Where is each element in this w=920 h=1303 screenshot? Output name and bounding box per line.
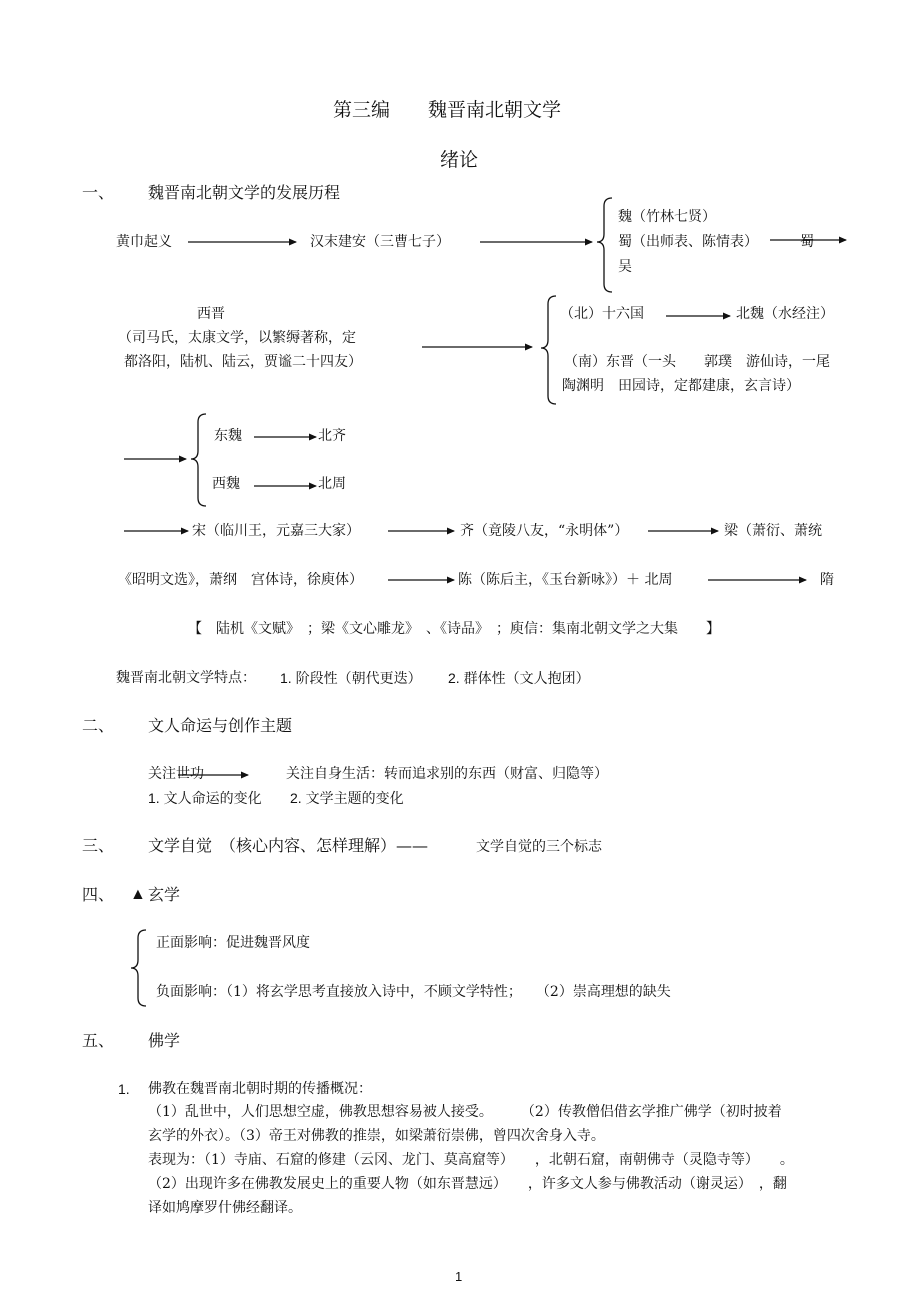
node-xijin-desc-1: （司马氏，太康文学，以繁缛著称，定 [118, 330, 356, 346]
node-beiqi: 北齐 [318, 428, 346, 444]
brace-east-west-wei [191, 414, 206, 506]
node-liang: 梁（萧衍、萧统 [724, 523, 822, 539]
section-2-heading: 文人命运与创作主题 [148, 716, 293, 735]
page-title: 第三编 魏晋南北朝文学 [333, 99, 562, 121]
section-3-heading: 文学自觉 （核心内容、怎样理解）—— [148, 836, 429, 855]
node-sixteen-kingdoms: （北）十六国 [560, 306, 644, 322]
node-liang-desc: 《昭明文选》，萧纲 宫体诗，徐庾体） [118, 572, 363, 588]
section-4-heading: 玄学 [148, 885, 181, 904]
page-subtitle: 绪论 [440, 149, 479, 171]
node-song: 宋（临川王，元嘉三大家） [192, 523, 360, 539]
node-jianan: 汉末建安（三曹七子） [310, 234, 450, 250]
features-label: 魏晋南北朝文学特点： [116, 670, 256, 686]
node-huangjin: 黄巾起义 [116, 234, 172, 250]
node-xiwei: 西魏 [212, 476, 240, 492]
triangle-icon: ▲ [130, 886, 146, 903]
feature-2: 2. 群体性（文人抱团） [448, 670, 590, 686]
brace-three-kingdoms [597, 198, 612, 292]
brace-north-south [541, 296, 556, 404]
section-5-number: 五、 [82, 1031, 115, 1050]
node-beiwei: 北魏（水经注） [736, 306, 834, 322]
focus-self-life: 关注自身生活：转而追求别的东西（财富、归隐等） [286, 766, 608, 782]
node-wei: 魏（竹林七贤） [618, 209, 716, 225]
section-4-number: 四、 [82, 885, 115, 904]
node-wu: 吴 [618, 259, 632, 275]
node-sui: 隋 [820, 572, 834, 588]
section-2-number: 二、 [82, 716, 115, 735]
buddhism-line-3: 玄学的外衣）。（3）帝王对佛教的推崇，如梁萧衍崇佛，曾四次舍身入寺。 [148, 1128, 605, 1144]
buddhism-line-4: 表现为：（1）寺庙、石窟的修建（云冈、龙门、莫高窟等） ，北朝石窟，南朝佛寺（灵隐寺等） 。 [148, 1152, 794, 1168]
brace-xuanxue [131, 930, 146, 1006]
works-note: 【 陆机《文赋》 ；梁《文心雕龙》 、《诗品》 ；庾信：集南北朝文学之大集 】 [188, 621, 720, 637]
change-2: 2. 文学主题的变化 [290, 790, 404, 806]
buddhism-line-1: 佛教在魏晋南北朝时期的传播概况： [148, 1081, 372, 1097]
change-1: 1. 文人命运的变化 [148, 790, 262, 806]
node-shu-next: 蜀 [800, 234, 814, 250]
node-dongwei: 东魏 [214, 428, 242, 444]
xuanxue-negative: 负面影响：（1）将玄学思考直接放入诗中，不顾文学特性； （2）崇高理想的缺失 [156, 984, 671, 1000]
item-1-number: 1. [118, 1081, 130, 1097]
buddhism-line-6: 译如鸠摩罗什佛经翻译。 [148, 1200, 302, 1216]
section-1-number: 一、 [82, 183, 115, 202]
section-3-note: 文学自觉的三个标志 [476, 839, 602, 855]
page-number: 1 [455, 1269, 463, 1284]
node-dongjin-2: 陶渊明 田园诗，定都建康，玄言诗） [562, 378, 800, 394]
node-shu: 蜀（出师表、陈情表） [618, 234, 758, 250]
section-1-heading: 魏晋南北朝文学的发展历程 [148, 183, 341, 202]
buddhism-line-2: （1）乱世中，人们思想空虚，佛教思想容易被人接受。 （2）传教僧侣借玄学推广佛学（初时披着 [148, 1104, 782, 1120]
node-dongjin-1: （南）东晋（一头 郭璞 游仙诗，一尾 [564, 354, 830, 370]
section-5-heading: 佛学 [148, 1031, 181, 1050]
node-chen: 陈（陈后主，《玉台新咏》）＋ 北周 [458, 572, 673, 588]
feature-1: 1. 阶段性（朝代更迭） [280, 670, 422, 686]
focus-shigong: 关注世功 [148, 766, 204, 782]
section-3-number: 三、 [82, 836, 115, 855]
node-qi: 齐（竟陵八友，“永明体”） [460, 523, 629, 539]
node-xijin: 西晋 [197, 306, 225, 322]
node-beizhou: 北周 [318, 476, 346, 492]
xuanxue-positive: 正面影响：促进魏晋风度 [156, 935, 310, 951]
buddhism-line-5: （2）出现许多在佛教发展史上的重要人物（如东晋慧远） ，许多文人参与佛教活动（谢灵运） ，翻 [148, 1176, 787, 1192]
node-xijin-desc-2: 都洛阳，陆机、陆云，贾谧二十四友） [124, 354, 362, 370]
